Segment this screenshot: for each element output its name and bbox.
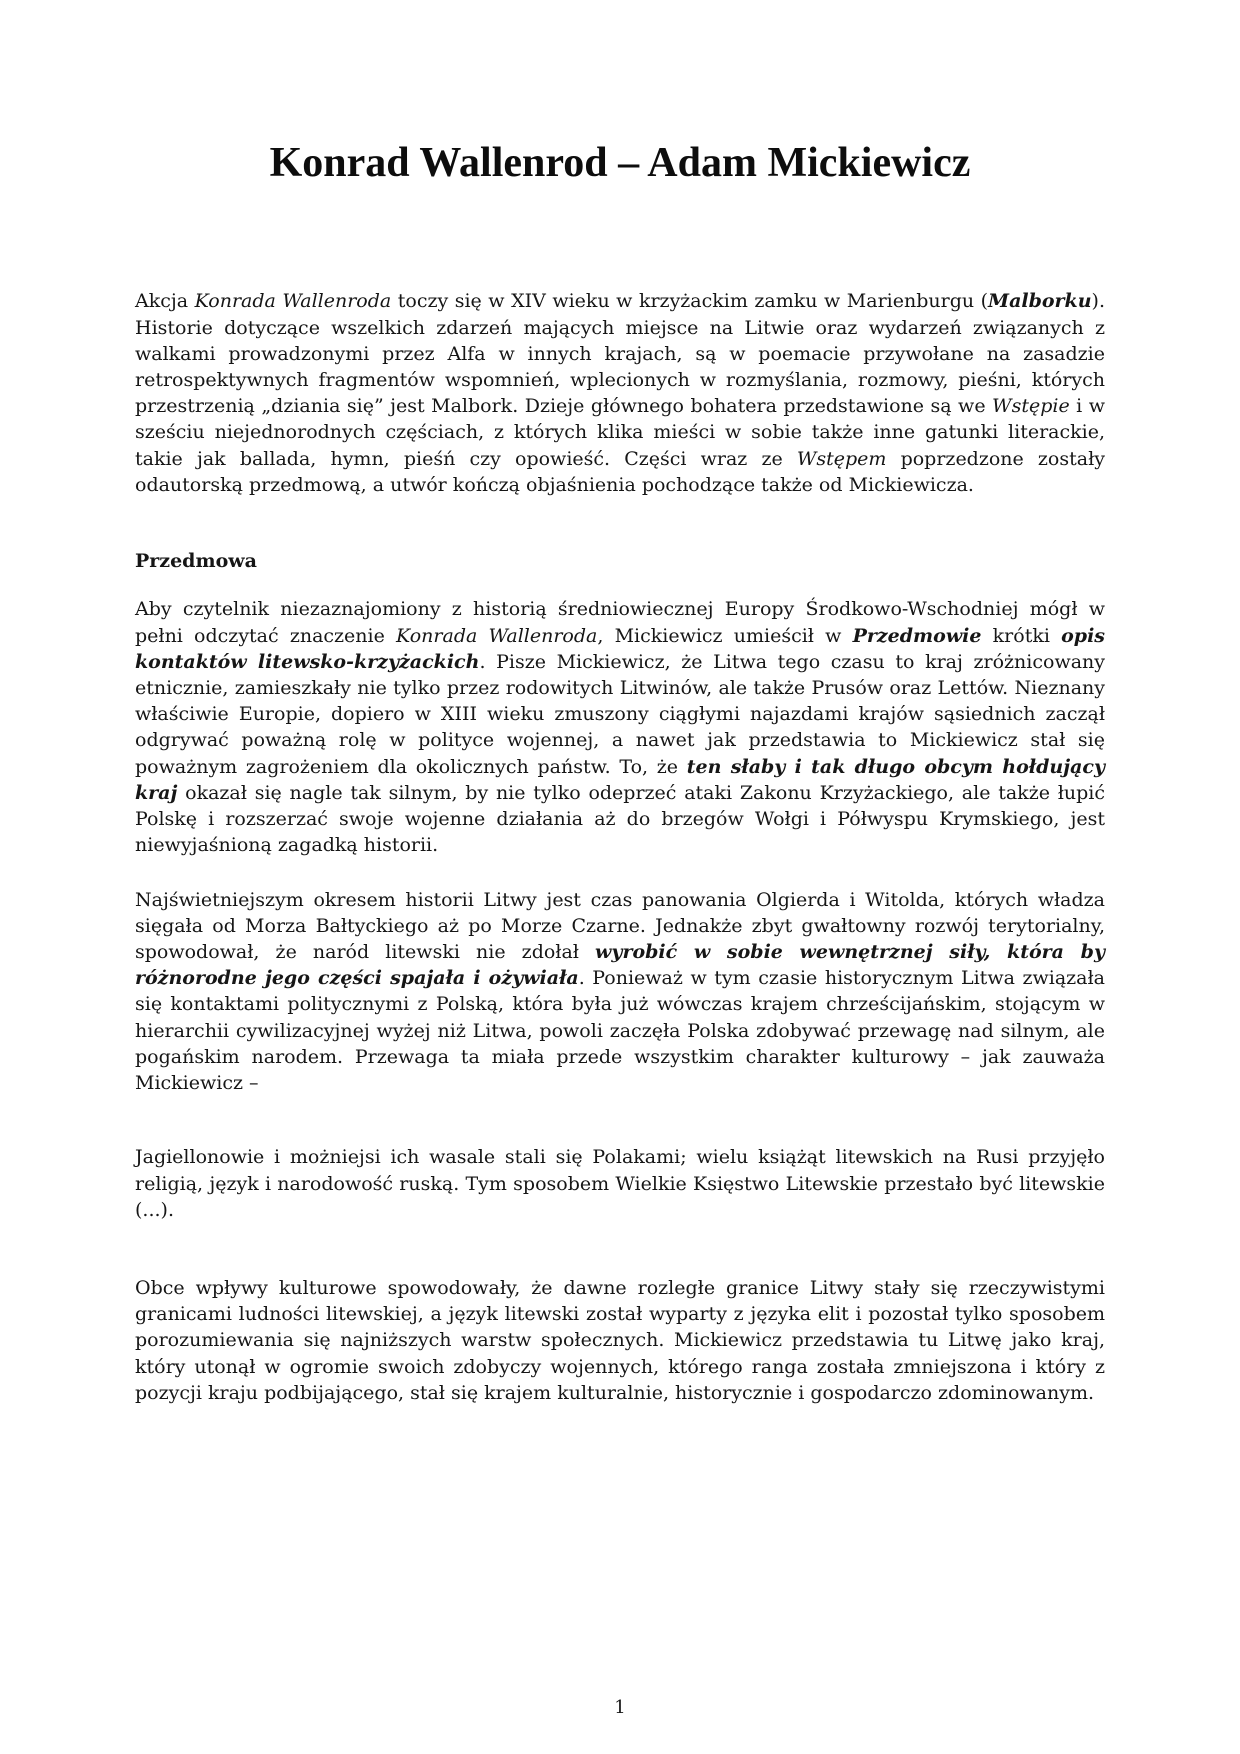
text-segment: Wstępie	[992, 395, 1070, 418]
text-segment: Przedmowie	[852, 624, 982, 647]
paragraph-przedmowa-1	[135, 596, 1105, 858]
text-segment: Najświetniejszym okresem historii Litwy jest czas panowania Olgierda i Witolda, których władza sięgała od Morza Bałtyckiego aż po Morze Czarne. Jednakże zbyt gwałtowny rozwój terytorialny, spowodował, że naród litewski nie zdołał	[135, 888, 1105, 963]
text-segment: Akcja	[135, 290, 195, 313]
paragraph-przedmowa-3	[135, 1275, 1105, 1406]
text-segment: poprzedzone zostały odautorską przedmową, a utwór kończą objaśnienia pochodzące także od Mickiewicza.	[135, 447, 1105, 496]
text-segment: Wstępem	[796, 447, 887, 470]
text-segment: okazał się nagle tak silnym, by nie tylko odeprzeć ataki Zakonu Krzyżackiego, ale także łupić Polskę i rozszerzać swoje wojenne działania aż do brzegów Wołgi i Półwyspu Krymskiego, jest niewyjaśnioną zagadką historii.	[135, 781, 1105, 857]
text-segment: ten słaby i tak długo obcym hołdujący kraj	[135, 755, 1105, 804]
page-number: 1	[614, 1697, 626, 1718]
text-segment: Konrada Wallenroda	[194, 290, 392, 313]
text-segment: wyrobić w sobie wewnętrznej siły, która by różnorodne jego części spajała i ożywiała	[135, 940, 1105, 990]
text-segment: opis kontaktów litewsko-krzyżackich	[135, 624, 1105, 673]
text-segment: Malborku	[988, 290, 1092, 313]
text-segment: ). Historie dotyczące wszelkich zdarzeń mających miejsce na Litwie oraz wydarzeń związanych z walkami prowadzonymi przez Alfa w innych krajach, są w poemacie przywołane na zasadzie retrospektywnych fragmentów wspomnień, wplecionych w rozmyślania, rozmowy, pieśni, których przestrzenią „dziania się” jest Malbork. Dzieje głównego bohatera przedstawione są we	[135, 290, 1105, 418]
document-body	[135, 288, 1105, 1406]
section-heading-przedmowa: Przedmowa	[135, 550, 257, 573]
text-segment: . Ponieważ w tym czasie historycznym Litwa związała się kontaktami politycznymi z Polską, która była już wówczas krajem chrześcijańskim, stojącym w hierarchii cywilizacyjnej wyżej niż Litwa, powoli zaczęła Polska zdobywać przewagę nad silnym, ale pogańskim narodem. Przewaga ta miała przede wszystkim charakter kulturowy – jak zauważa Mickiewicz –	[135, 967, 1105, 1095]
text-segment: Obce wpływy kulturowe spowodowały, że dawne rozległe granice Litwy stały się rzeczywistymi granicami ludności litewskiej, a język litewski został wyparty z języka elit i pozostał tylko sposobem porozumiewania się najniższych warstw społecznych. Mickiewicz przedstawia tu Litwę jako kraj, który utonął w ogromie swoich zdobyczy wojennych, którego ranga została zmniejszona i który z pozycji kraju podbijającego, stał się krajem kulturalnie, historycznie i gospodarczo zdominowanym.	[135, 1276, 1105, 1404]
text-segment: i w sześciu niejednorodnych częściach, z których klika mieści w sobie także inne gatunki literackie, takie jak ballada, hymn, pieśń czy opowieść. Części wraz ze	[135, 395, 1105, 470]
document-title: Konrad Wallenrod – Adam Mickiewicz	[269, 140, 971, 186]
text-segment: Aby czytelnik niezaznajomiony z historią średniowiecznej Europy Środkowo-Wschodniej mógł w pełni odczytać znaczenie	[135, 598, 1105, 647]
paragraph-intro	[135, 288, 1105, 498]
text-segment: Jagiellonowie i możniejsi ich wasale stali się Polakami; wielu książąt litewskich na Rusi przyjęło religią, język i narodowość ruską. Tym sposobem Wielkie Księstwo Litewskie przestało być litewskie (...).	[135, 1146, 1105, 1221]
text-segment: . Pisze Mickiewicz, że Litwa tego czasu to kraj zróżnicowany etnicznie, zamieszkały nie tylko przez rodowitych Litwinów, ale także Prusów oraz Lettów. Nieznany właściwie Europie, dopiero w XIII wieku zmuszony ciągłymi najazdami krajów sąsiednich zaczął odgrywać poważną rolę w polityce wojennej, a nawet jak przedstawia to Mickiewicz stał się poważnym zagrożeniem dla okolicznych państw. To, że	[135, 650, 1106, 778]
paragraph-przedmowa-2	[135, 887, 1105, 1097]
text-segment: toczy się w XIV wieku w krzyżackim zamku w Marienburgu (	[391, 290, 989, 313]
text-segment: , Mickiewicz umieścił w	[597, 624, 853, 647]
text-segment: krótki	[981, 624, 1062, 647]
paragraph-quote-jagiellonowie	[135, 1144, 1105, 1223]
text-segment: Konrada Wallenroda	[396, 624, 598, 647]
